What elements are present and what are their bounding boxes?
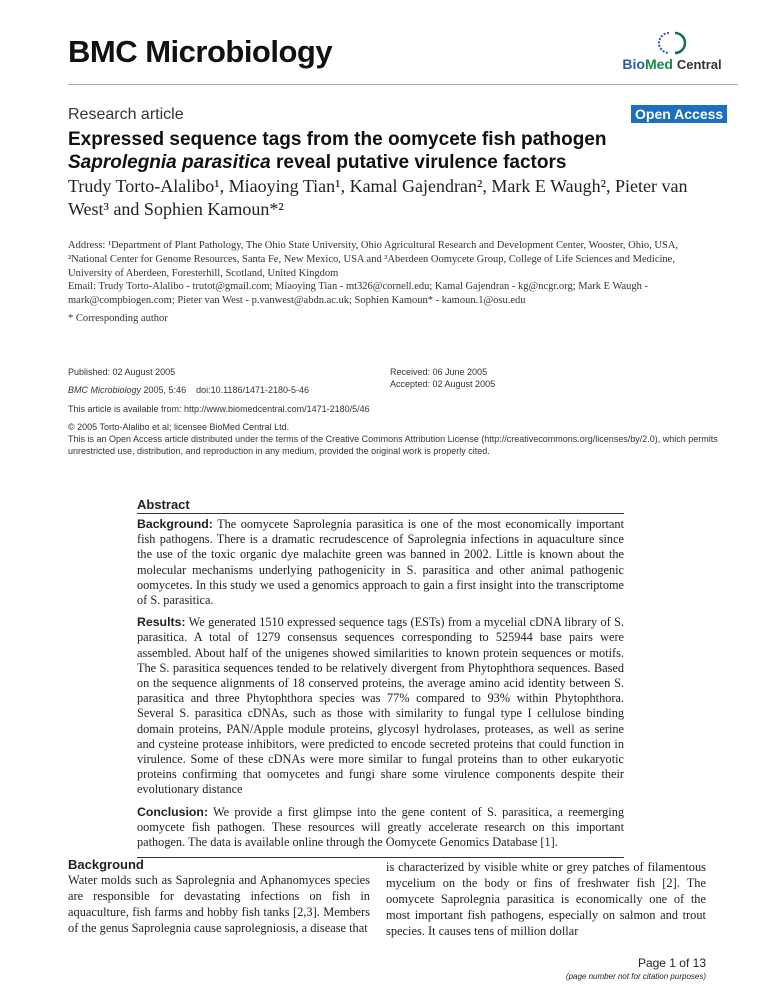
corresponding-note: * Corresponding author (68, 313, 168, 324)
section-heading: Background (68, 857, 144, 872)
logo-text: BioMed Central (622, 56, 722, 72)
page-note: (page number not for citation purposes) (565, 972, 706, 981)
journal-title: BMC Microbiology (68, 34, 333, 69)
article-type: Research article (68, 106, 184, 123)
abstract-background: Background: The oomycete Saprolegnia parasitica is one of the most economically important fish pathogens. There is a dramatic recrudescence of Saprolegnia infections in aquaculture since the use of the toxic organic dye malachite green was banned in 2002. Little is known about the molecular mechanisms underlying pathogenicity in S. parasitica and other animal pathogenic oomycetes. In this study we used a genomics approach to gain a first insight into the transcriptome of S. parasitica. (137, 517, 624, 608)
affiliations: Address: ¹Department of Plant Pathology, The Ohio State University, Ohio Agricultural Research and Development Center, Wooster, Ohio, USA, ²National Center for Genome Resources, Santa Fe, New Mexico, USA and ³Aberdeen Oomycete Group, College of Life Sciences and Medicine, University of Aberdeen, Foresterhill, Scotland, United Kingdom (68, 240, 679, 279)
biomed-logo-icon (657, 30, 687, 56)
body-paragraph: is characterized by visible white or grey patches of filamentous mycelium on the body or fins of freshwater fish [2]. The oomycete Saprolegnia parasitica is economically one of the most important fish pathogens, especially on salmon and trout species. It causes tens of million dollar (386, 860, 706, 938)
body-column-left (68, 857, 370, 936)
availability-link[interactable]: This article is available from: http://www.biomedcentral.com/1471-2180/5/46 (68, 404, 370, 414)
accepted-date: Accepted: 02 August 2005 (390, 379, 496, 389)
abstract (137, 497, 624, 858)
author-emails: Email: Trudy Torto-Alalibo - trutot@gmail.com; Miaoying Tian - mt326@cornell.edu; Kamal Gajendran - kg@ncgr.org; Mark E Waugh - mark@compbiogen.com; Pieter van West - p.vanwest@abdn.ac.uk; Sophien Kamoun* - kamoun.1@osu.edu (68, 281, 649, 306)
header-divider (68, 84, 738, 85)
citation: BMC Microbiology 2005, 5:46 doi:10.1186/1471-2180-5-46 (68, 385, 309, 395)
publisher-logo (612, 30, 732, 74)
open-access-badge: Open Access (631, 105, 727, 123)
article-title: Expressed sequence tags from the oomycete fish pathogen Saprolegnia parasitica reveal putative virulence factors (68, 129, 607, 173)
published-date: Published: 02 August 2005 (68, 367, 176, 377)
abstract-heading: Abstract (137, 497, 624, 514)
body-column-right (386, 859, 706, 939)
abstract-results: Results: We generated 1510 expressed sequence tags (ESTs) from a mycelial cDNA library of S. parasitica. A total of 1279 consensus sequences corresponding to 525944 base pairs were assembled. About half of the unigenes showed similarities to known protein sequences or motifs. The S. parasitica sequences tended to be relatively divergent from Phytophthora sequences. Based on the sequence alignments of 18 conserved proteins, the average amino acid identity between S. parasitica and three Phytophthora species was 77% compared to 93% within Phytophthora. Several S. parasitica cDNAs, such as those with similarity to fungal type I cellulose binding domain proteins, PAN/Apple module proteins, glycosyl hydrolases, proteases, as well as serine and cysteine protease inhibitors, were predicted to encode secreted proteins that could function in virulence. Some of these cDNAs were more similar to fungal proteins than to other eukaryotic proteins confirming that oomycetes and fungi share some virulence components despite their evolutionary distance (137, 615, 624, 797)
page-number: Page 1 of 13 (637, 956, 706, 970)
body-paragraph: Water molds such as Saprolegnia and Aphanomyces species are responsible for devastating infections on fish in aquaculture, fish farms and hobby fish tanks [2,3]. Members of the genus Saprolegnia cause saprolegniosis, a disease that (68, 873, 370, 935)
author-list: Trudy Torto-Alalibo¹, Miaoying Tian¹, Kamal Gajendran², Mark E Waugh², Pieter van West³ and Sophien Kamoun*² (68, 176, 688, 219)
abstract-conclusion: Conclusion: We provide a first glimpse into the gene content of S. parasitica, a reemerging oomycete fish pathogen. These resources will greatly accelerate research on this important pathogen. The data is available online through the Oomycete Genomics Database [1]. (137, 804, 624, 850)
received-date: Received: 06 June 2005 (390, 367, 488, 377)
copyright: © 2005 Torto-Alalibo et al; licensee BioMed Central Ltd. This is an Open Access article distributed under the terms of the Creative Commons Attribution License (http://creativecommons.org/licenses/by/2.0), which permits unrestricted use, distribution, and reproduction in any medium, provided the original work is properly cited. (68, 422, 718, 456)
